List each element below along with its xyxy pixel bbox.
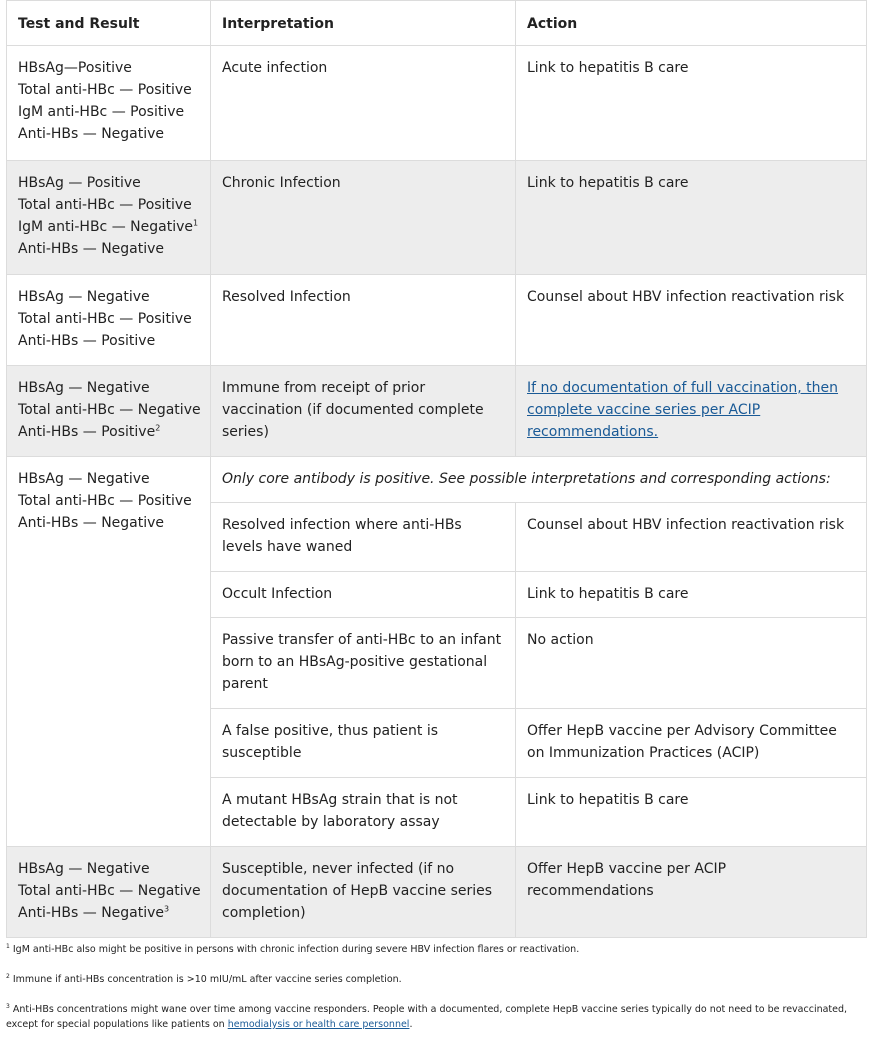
- table-row: [7, 161, 867, 275]
- result-text: Anti-HBs — Positive: [18, 424, 156, 440]
- header-interpretation: Interpretation: [211, 1, 516, 46]
- result-line: Total anti-HBc — Positive: [18, 197, 192, 213]
- test-results-cell: [7, 847, 211, 938]
- table-row: [7, 366, 867, 457]
- action-cell: Link to hepatitis B care: [516, 778, 867, 847]
- action-cell: Link to hepatitis B care: [516, 46, 867, 161]
- header-action: Action: [516, 1, 867, 46]
- result-text: Anti-HBs — Negative: [18, 905, 165, 921]
- footnote-marker: 1: [193, 218, 199, 228]
- footnote-3: [6, 1002, 866, 1032]
- interpretation-cell: Resolved Infection: [211, 275, 516, 366]
- core-antibody-note: Only core antibody is positive. See possible interpretations and corresponding actions:: [211, 457, 867, 503]
- footnote-2: [6, 972, 866, 987]
- footnote-1: [6, 942, 866, 957]
- result-line: Anti-HBs — Negative: [18, 241, 165, 257]
- test-results-cell: [7, 275, 211, 366]
- result-line: Total anti-HBc — Negative: [18, 402, 201, 418]
- action-cell: [516, 366, 867, 457]
- action-cell: Counsel about HBV infection reactivation risk: [516, 503, 867, 572]
- action-cell: No action: [516, 618, 867, 709]
- result-line: HBsAg—Positive: [18, 60, 132, 76]
- table-row: [7, 275, 867, 366]
- result-line: Anti-HBs — Positive: [18, 333, 156, 349]
- action-cell: Link to hepatitis B care: [516, 572, 867, 618]
- footnote-2-text: Immune if anti-HBs concentration is >10 mIU/mL after vaccine series completion.: [12, 974, 402, 985]
- result-line: Anti-HBs — Negative: [18, 515, 165, 531]
- result-line: Total anti-HBc — Positive: [18, 493, 192, 509]
- interpretation-cell: Occult Infection: [211, 572, 516, 618]
- result-line: Total anti-HBc — Negative: [18, 883, 201, 899]
- test-results-cell: [7, 46, 211, 161]
- interpretation-cell: Resolved infection where anti-HBs levels have waned: [211, 503, 516, 572]
- test-results-cell: [7, 457, 211, 847]
- result-line: HBsAg — Positive: [18, 175, 141, 191]
- footnote-2-marker: 2: [6, 972, 10, 980]
- acip-vaccination-link[interactable]: If no documentation of full vaccination, then complete vaccine series per ACIP recommendations.: [527, 380, 839, 440]
- footnote-1-text: IgM anti-HBc also might be positive in persons with chronic infection during severe HBV infection flares or reactivation.: [12, 944, 580, 955]
- interpretation-cell: A false positive, thus patient is susceptible: [211, 709, 516, 778]
- footnote-1-marker: 1: [6, 942, 10, 950]
- result-line: [18, 902, 199, 924]
- result-line: HBsAg — Negative: [18, 471, 150, 487]
- result-line: Total anti-HBc — Positive: [18, 311, 192, 327]
- interpretation-cell: A mutant HBsAg strain that is not detectable by laboratory assay: [211, 778, 516, 847]
- result-line: IgM anti-HBc — Positive: [18, 104, 185, 120]
- table-row: [7, 457, 867, 503]
- result-line: HBsAg — Negative: [18, 380, 150, 396]
- action-cell: Link to hepatitis B care: [516, 161, 867, 275]
- action-cell: Offer HepB vaccine per ACIP recommendations: [516, 847, 867, 938]
- test-results-cell: [7, 161, 211, 275]
- action-cell: Offer HepB vaccine per Advisory Committee on Immunization Practices (ACIP): [516, 709, 867, 778]
- result-line: HBsAg — Negative: [18, 861, 150, 877]
- interpretation-cell: Immune from receipt of prior vaccination (if documented complete series): [211, 366, 516, 457]
- footnotes: [6, 942, 866, 1047]
- hemodialysis-link[interactable]: hemodialysis or health care personnel: [227, 1019, 410, 1030]
- footnote-3-end: .: [409, 1019, 413, 1030]
- footnote-3-marker: 3: [6, 1002, 10, 1010]
- action-cell: Counsel about HBV infection reactivation risk: [516, 275, 867, 366]
- result-line: Anti-HBs — Negative: [18, 126, 165, 142]
- result-line: [18, 216, 199, 238]
- table-row: [7, 46, 867, 161]
- header-row: [7, 1, 867, 46]
- footnote-3-text: Anti-HBs concentrations might wane over time among vaccine responders. People with a documented, complete HepB vaccine series typically do not need to be revaccinated, except for special populations like patients on: [6, 1004, 848, 1030]
- footnote-marker: 3: [164, 904, 170, 914]
- result-line: Total anti-HBc — Positive: [18, 82, 192, 98]
- header-test-and-result: Test and Result: [7, 1, 211, 46]
- test-results-cell: [7, 366, 211, 457]
- result-line: [18, 421, 199, 443]
- hbv-results-table: [6, 0, 867, 938]
- table-row: [7, 847, 867, 938]
- result-text: IgM anti-HBc — Negative: [18, 219, 193, 235]
- interpretation-cell: Susceptible, never infected (if no documentation of HepB vaccine series completion): [211, 847, 516, 938]
- result-line: HBsAg — Negative: [18, 289, 150, 305]
- interpretation-cell: Chronic Infection: [211, 161, 516, 275]
- interpretation-cell: Passive transfer of anti-HBc to an infant born to an HBsAg-positive gestational parent: [211, 618, 516, 709]
- interpretation-cell: Acute infection: [211, 46, 516, 161]
- footnote-marker: 2: [155, 423, 161, 433]
